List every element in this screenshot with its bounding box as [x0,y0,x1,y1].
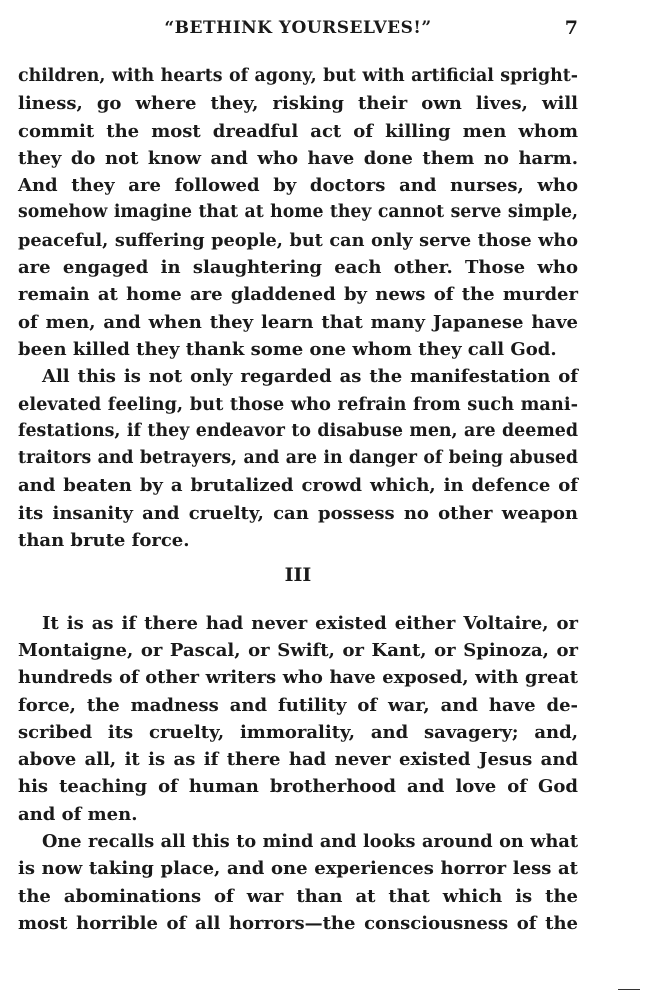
text-line: is now taking place, and one experiences horror less at [18,858,578,880]
text-line: and beaten by a brutalized crowd which, in defence of [18,475,578,497]
section-heading: III [284,564,312,587]
text-line: traitors and betrayers, and are in danger of being abused [18,448,578,469]
text-line: they do not know and who have done them no harm. [18,147,578,169]
text-line: somehow imagine that at home they cannot serve simple, [18,202,578,223]
text-line: its insanity and cruelty, can possess no other weapon [18,502,578,524]
text-line: Montaigne, or Pascal, or Swift, or Kant, or Spinoza, or [18,639,578,661]
body-text [18,63,578,937]
text-line: remain at home are gladdened by news of the murder [18,284,578,306]
page-number: 7 [564,17,578,39]
text-line: are engaged in slaughtering each other. Those who [18,257,578,279]
text-line: and of men. [18,803,138,825]
text-line: One recalls all this to mind and looks around on what [42,831,578,853]
text-line: festations, if they endeavor to disabuse men, are deemed [18,420,578,441]
text-line: scribed its cruelty, immorality, and savagery; and, [18,721,578,743]
text-line: elevated feeling, but those who refrain from such mani- [18,393,578,415]
text-line: peaceful, suffering people, but can only serve those who [18,229,578,251]
text-line: most horrible of all horrors—the consciousness of the [18,912,578,934]
text-line: his teaching of human brotherhood and love of God [18,776,578,798]
running-title: “BETHINK YOURSELVES!” [164,18,432,38]
text-line: of men, and when they learn that many Japanese have [18,311,578,333]
scan-corner-mark [618,989,640,990]
text-line: children, with hearts of agony, but with artificial spright- [18,66,578,86]
text-line: than brute force. [18,530,190,552]
paragraph-1 [18,63,578,363]
running-header [18,14,578,42]
text-line: It is as if there had never existed either Voltaire, or [42,612,578,634]
paragraph-4 [18,828,578,937]
text-line: the abominations of war than at that which is the [18,885,578,907]
text-line: been killed they thank some one whom they call God. [18,338,557,360]
paragraph-2 [18,363,578,554]
text-line: above all, it is as if there had never existed Jesus and [18,749,578,771]
text-line: liness, go where they, risking their own lives, will [18,93,578,115]
text-line: commit the most dreadful act of killing men whom [18,120,578,142]
text-line: All this is not only regarded as the manifestation of [42,366,578,388]
paragraph-3 [18,610,578,828]
text-line: And they are followed by doctors and nurses, who [18,175,578,197]
text-line: hundreds of other writers who have exposed, with great [18,667,578,689]
text-line: force, the madness and futility of war, and have de- [18,694,578,716]
